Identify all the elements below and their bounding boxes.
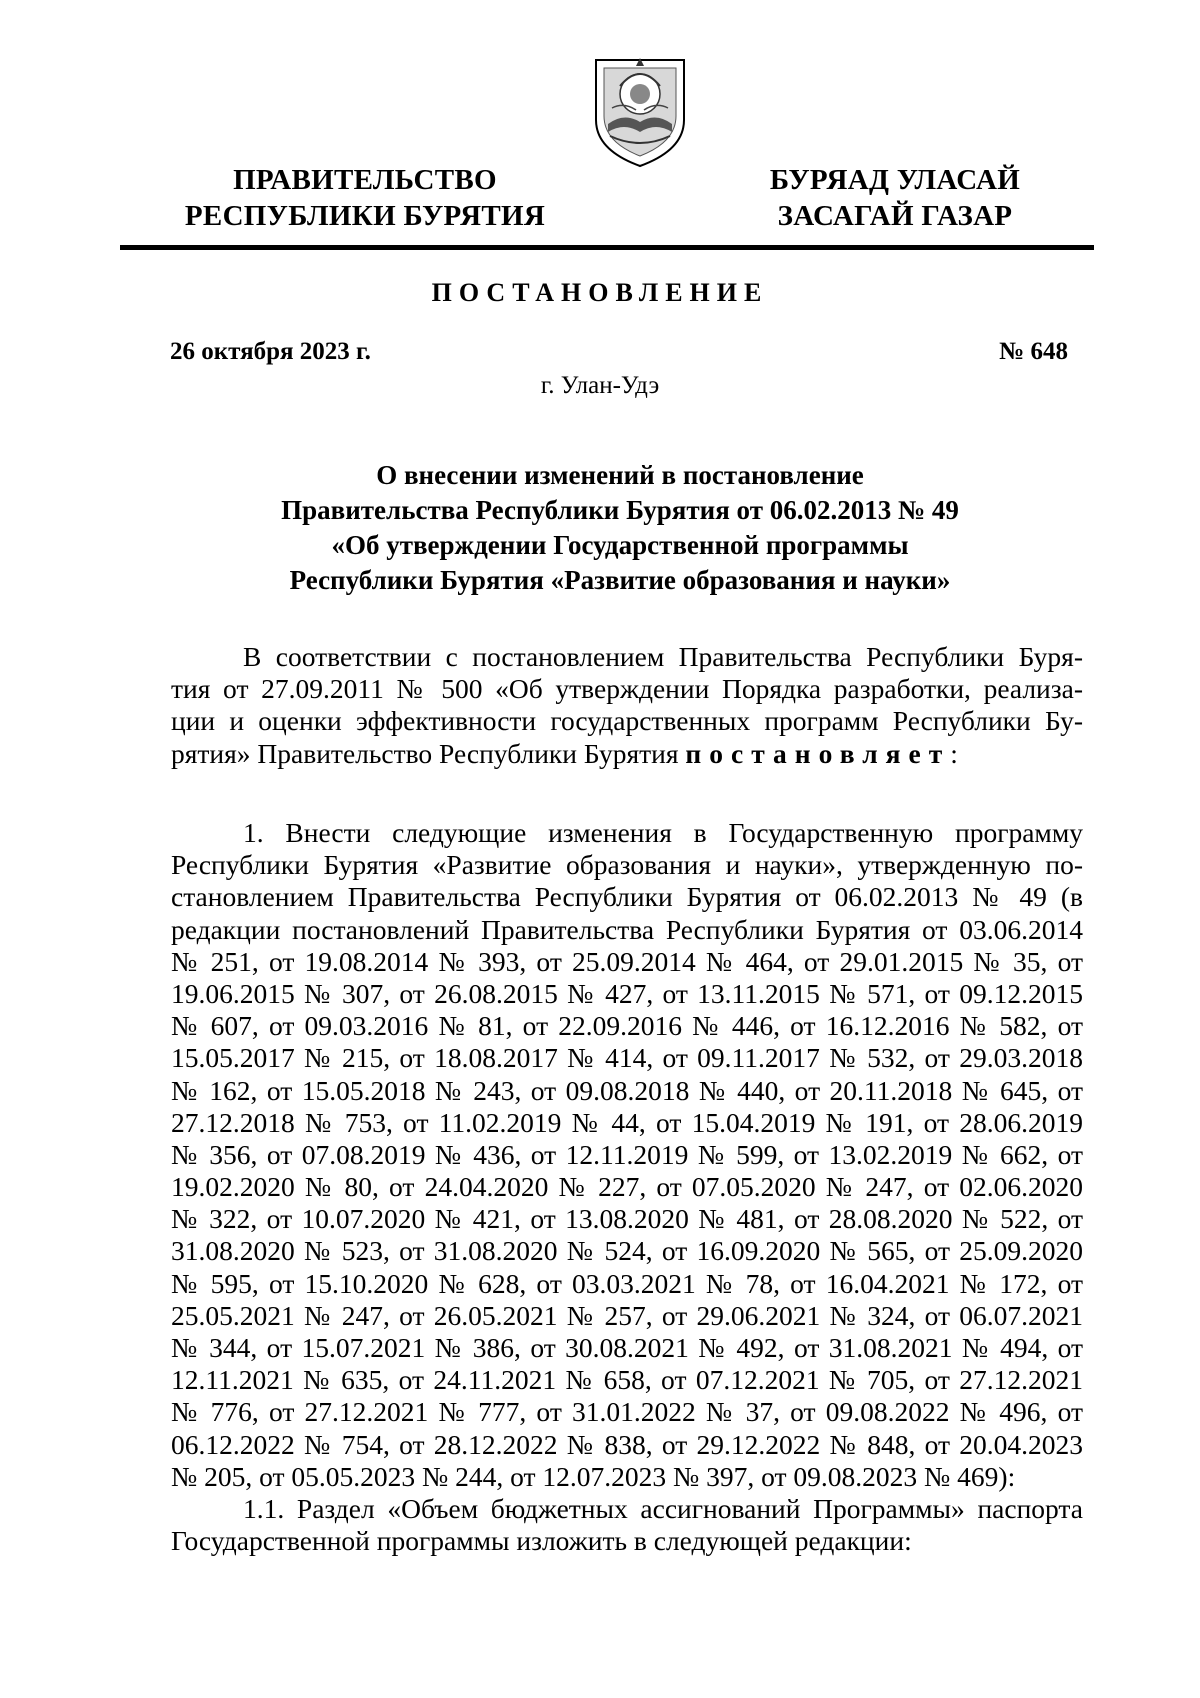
text-line: 19.06.2015 № 307, от 26.08.2015 № 427, от 13.11.2015 № 571, от 09.12.2015 xyxy=(171,977,1083,1009)
text-line: Государственной программы изложить в следующей редакции: xyxy=(171,1525,912,1557)
document-type: ПОСТАНОВЛЕНИЕ xyxy=(431,278,769,307)
text-line: 15.05.2017 № 215, от 18.08.2017 № 414, от 09.11.2017 № 532, от 29.03.2018 xyxy=(171,1042,1083,1074)
item-1-paragraph xyxy=(171,817,1083,1557)
text-line: Республики Бурятия «Развитие образования и науки», утвержденную по- xyxy=(171,849,1083,881)
org-name-buryat-line: БУРЯАД УЛАСАЙ xyxy=(769,164,1021,196)
text-line: № 251, от 19.08.2014 № 393, от 25.09.2014 № 464, от 29.01.2015 № 35, от xyxy=(171,945,1083,977)
title-line: Республики Бурятия «Развитие образования и науки» xyxy=(289,565,951,595)
document-number: № 648 xyxy=(999,338,1068,365)
text-line: становлением Правительства Республики Бурятия от 06.02.2013 № 49 (в xyxy=(171,881,1083,913)
org-name-buryat xyxy=(750,162,1040,234)
document-date: 26 октября 2023 г. xyxy=(170,338,371,365)
text-line: 06.12.2022 № 754, от 28.12.2022 № 838, от 29.12.2022 № 848, от 20.04.2023 xyxy=(171,1428,1083,1460)
org-name-buryat-line: ЗАСАГАЙ ГАЗАР xyxy=(777,200,1013,232)
title-line: О внесении изменений в постановление xyxy=(376,460,864,490)
org-name-russian-line: РЕСПУБЛИКИ БУРЯТИЯ xyxy=(184,200,546,232)
preamble-paragraph xyxy=(171,641,1083,770)
text-line: редакции постановлений Правительства Республики Бурятия от 03.06.2014 xyxy=(171,913,1083,945)
text-line: 1. Внести следующие изменения в Государственную программу xyxy=(243,817,1083,848)
document-title xyxy=(170,458,1070,598)
text-line: 27.12.2018 № 753, от 11.02.2019 № 44, от 15.04.2019 № 191, от 28.06.2019 xyxy=(171,1106,1083,1138)
coat-of-arms-emblem xyxy=(590,50,690,168)
org-name-russian xyxy=(170,162,560,234)
preamble-text: рятия» Правительство Республики Бурятия xyxy=(171,737,686,769)
title-line: «Об утверждении Государственной программы xyxy=(331,530,909,560)
text-line: № 205, от 05.05.2023 № 244, от 12.07.2023 № 397, от 09.08.2023 № 469): xyxy=(171,1460,1016,1492)
text-line: № 595, от 15.10.2020 № 628, от 03.03.2021 № 78, от 16.04.2021 № 172, от xyxy=(171,1267,1083,1299)
text-line: тия от 27.09.2011 № 500 «Об утверждении Порядка разработки, реализа- xyxy=(171,673,1083,705)
text-line: № 776, от 27.12.2021 № 777, от 31.01.2022 № 37, от 09.08.2022 № 496, от xyxy=(171,1396,1083,1428)
text-line: № 356, от 07.08.2019 № 436, от 12.11.2019 № 599, от 13.02.2019 № 662, от xyxy=(171,1138,1083,1170)
text-line: 25.05.2021 № 247, от 26.05.2021 № 257, от 29.06.2021 № 324, от 06.07.2021 xyxy=(171,1299,1083,1331)
decree-word: постановляет xyxy=(685,737,951,769)
title-line: Правительства Республики Бурятия от 06.02.2013 № 49 xyxy=(281,495,959,525)
text-line: 19.02.2020 № 80, от 24.04.2020 № 227, от 07.05.2020 № 247, от 02.06.2020 xyxy=(171,1171,1083,1203)
text-line: № 162, от 15.05.2018 № 243, от 09.08.2018 № 440, от 20.11.2018 № 645, от xyxy=(171,1074,1083,1106)
text-line: 1.1. Раздел «Объем бюджетных ассигнований Программы» паспорта xyxy=(243,1492,1083,1524)
preamble-text: : xyxy=(950,737,958,769)
text-line: 31.08.2020 № 523, от 31.08.2020 № 524, от 16.09.2020 № 565, от 25.09.2020 xyxy=(171,1235,1083,1267)
header-divider xyxy=(120,245,1094,250)
text-line: В соответствии с постановлением Правительства Республики Буря- xyxy=(243,641,1083,672)
text-line: ции и оценки эффективности государственных программ Республики Бу- xyxy=(171,705,1083,737)
text-line xyxy=(171,738,1083,770)
text-line: № 344, от 15.07.2021 № 386, от 30.08.2021 № 492, от 31.08.2021 № 494, от xyxy=(171,1332,1083,1363)
document-city: г. Улан-Удэ xyxy=(540,372,660,399)
text-line: № 607, от 09.03.2016 № 81, от 22.09.2016 № 446, от 16.12.2016 № 582, от xyxy=(171,1010,1083,1042)
org-name-russian-line: ПРАВИТЕЛЬСТВО xyxy=(233,164,497,196)
text-line: № 322, от 10.07.2020 № 421, от 13.08.2020 № 481, от 28.08.2020 № 522, от xyxy=(171,1203,1083,1235)
text-line: 12.11.2021 № 635, от 24.11.2021 № 658, от 07.12.2021 № 705, от 27.12.2021 xyxy=(171,1364,1083,1396)
